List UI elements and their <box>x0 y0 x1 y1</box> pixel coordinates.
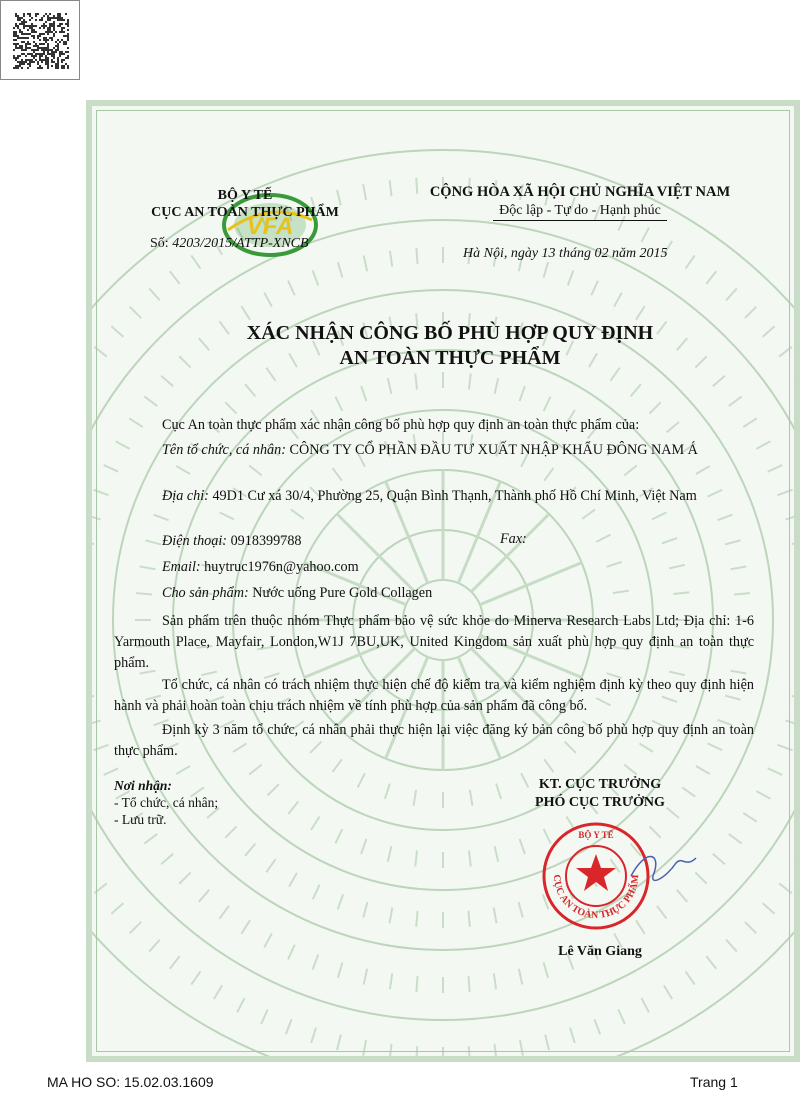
department-name: CỤC AN TOÀN THỰC PHẨM <box>151 205 339 220</box>
recipient-item: - Lưu trữ. <box>114 812 167 827</box>
org-label: Tên tổ chức, cá nhân: <box>162 442 286 458</box>
official-seal-icon <box>536 818 716 938</box>
file-code: MA HO SO: 15.02.03.1609 <box>47 1074 214 1090</box>
document-title <box>100 321 800 371</box>
seal-text: CỤC AN TOÀN THỰC PHẨM <box>550 874 642 922</box>
intro-paragraph: Cục An toàn thực phẩm xác nhận công bố phù hợp quy định an toàn thực phẩm của: <box>162 417 640 433</box>
address-value: 49D1 Cư xá 30/4, Phường 25, Quận Bình Thạnh, Thành phố Hồ Chí Minh, Việt Nam <box>212 488 697 504</box>
signer-name: Lê Văn Giang <box>558 944 642 959</box>
paragraph-1: Sản phẩm trên thuộc nhóm Thực phẩm bảo vệ sức khỏe do Minerva Research Labs Ltd; Địa chỉ: 1-6 Yarmouth Place, Mayfair, London,W1J 7BU,UK, United Kingdom sản xuất phù hợp quy định an toàn thực phẩm. <box>114 613 754 671</box>
address-line <box>114 486 754 507</box>
product-label: Cho sản phẩm: <box>162 585 249 601</box>
phone-value: 0918399788 <box>230 533 302 549</box>
org-value: CÔNG TY CỔ PHẦN ĐẦU TƯ XUẤT NHẬP KHẨU ĐÔNG NAM Á <box>289 442 698 458</box>
email-line <box>114 557 754 578</box>
qr-pattern-icon <box>13 13 69 69</box>
signature-line-2: PHÓ CỤC TRƯỞNG <box>535 795 665 810</box>
product-line <box>114 583 754 604</box>
title-line-1: XÁC NHẬN CÔNG BỐ PHÙ HỢP QUY ĐỊNH <box>246 322 654 344</box>
issue-date: Hà Nội, ngày 13 tháng 02 năm 2015 <box>463 246 668 261</box>
org-line <box>114 440 754 461</box>
paragraph-2: Tổ chức, cá nhân có trách nhiệm thực hiện chế độ kiểm tra và kiểm nghiệm định kỳ theo quy định hiện hành và phải hoàn toàn chịu trách nhiệm về tính phù hợp của sản phẩm đã công bố. <box>114 677 754 714</box>
address-label: Địa chỉ: <box>162 488 209 504</box>
phone-label: Điện thoại: <box>162 533 228 549</box>
email-label: Email: <box>162 559 201 575</box>
recipients-label: Nơi nhận: <box>114 778 172 793</box>
seal-top-text: BỘ Y TẾ <box>578 830 614 840</box>
paragraph-3: Định kỳ 3 năm tổ chức, cá nhân phải thực hiện lại việc đăng ký bản công bố phù hợp quy định an toàn thực phẩm. <box>114 722 754 759</box>
ministry-name: BỘ Y TẾ <box>217 188 273 203</box>
number-value: 4203/2015/ATTP-XNCB <box>172 236 309 251</box>
issuer-header <box>110 187 380 221</box>
page-number: Trang 1 <box>690 1074 738 1090</box>
national-header <box>390 184 770 221</box>
fax-label: Fax: <box>500 531 527 547</box>
logo-text: VFA <box>246 213 294 240</box>
product-value: Nước uống Pure Gold Collagen <box>252 585 433 601</box>
country-name: CỘNG HÒA XÃ HỘI CHỦ NGHĨA VIỆT NAM <box>429 184 731 200</box>
document-number <box>150 236 309 252</box>
phone-line <box>114 531 754 552</box>
title-line-2: AN TOÀN THỰC PHẨM <box>339 347 561 369</box>
qr-code <box>0 0 80 80</box>
signature-line-1: KT. CỤC TRƯỞNG <box>538 777 662 792</box>
recipients-block <box>114 777 218 828</box>
email-value: huytruc1976n@yahoo.com <box>204 559 359 575</box>
national-motto: Độc lập - Tự do - Hạnh phúc <box>493 203 667 221</box>
number-label: Số: <box>150 236 169 251</box>
recipient-item: - Tổ chức, cá nhân; <box>114 795 219 810</box>
signature-title <box>480 776 720 812</box>
